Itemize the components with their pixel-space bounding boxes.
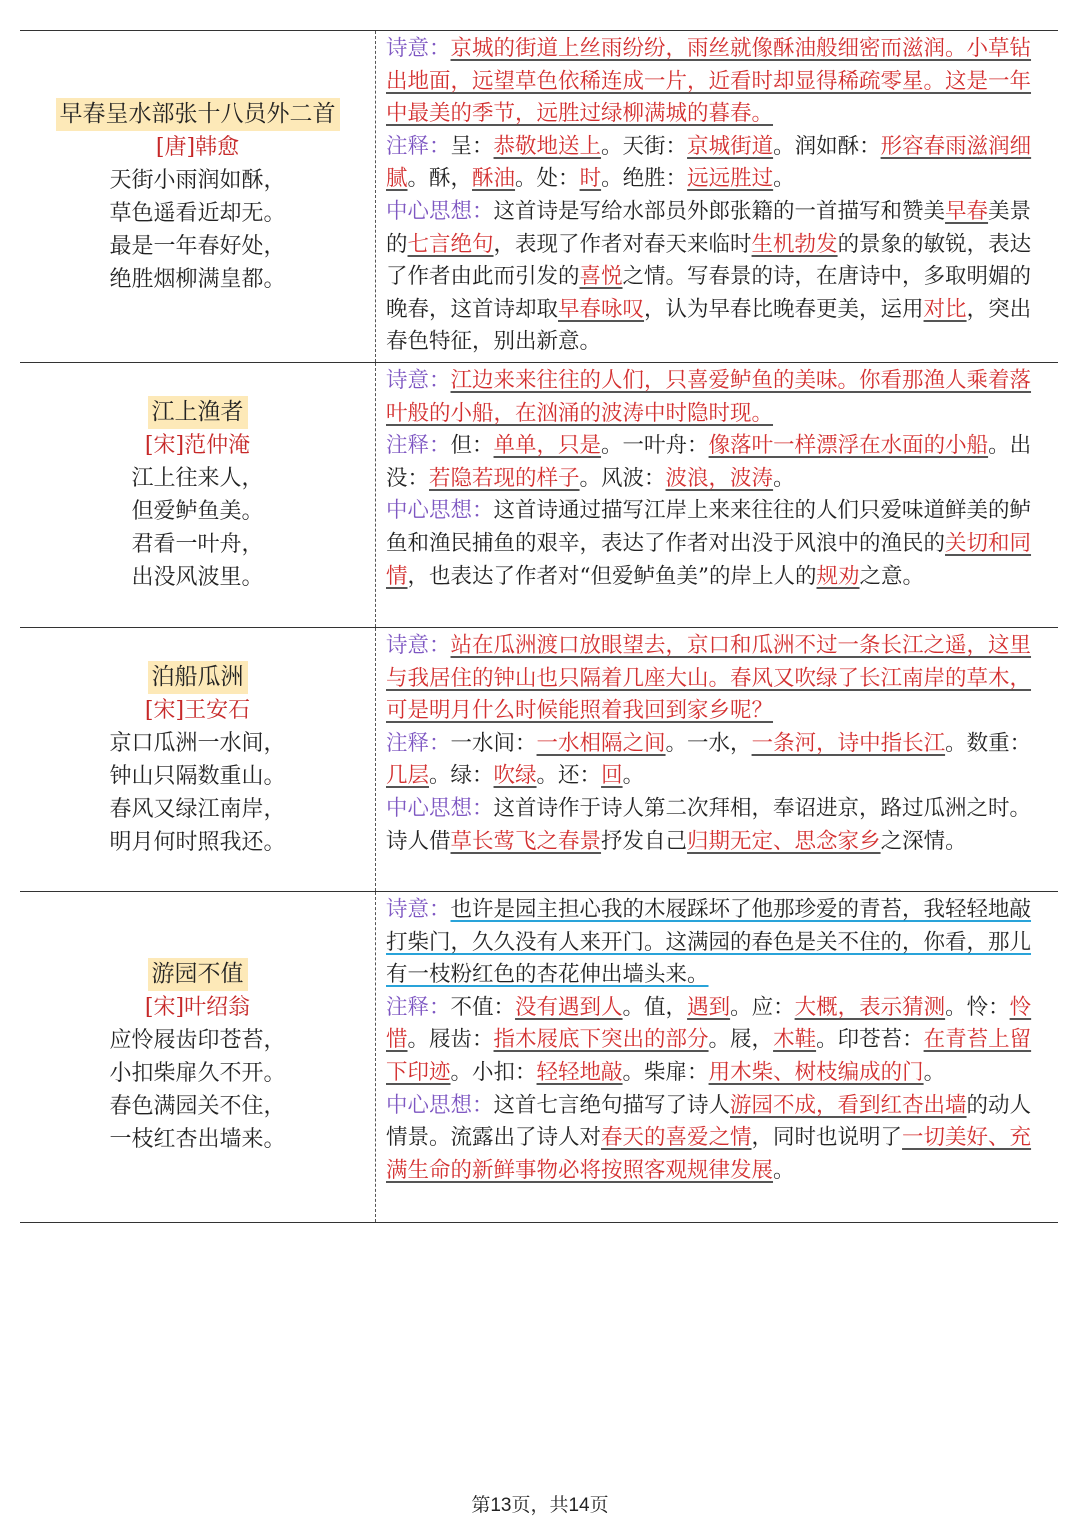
poem-original: [20, 628, 376, 891]
poem-line: 钟山只隔数重山。: [109, 763, 286, 789]
highlighted-term: 草长莺飞之春景: [450, 828, 602, 854]
plain-text: 。: [622, 763, 645, 789]
plain-text: 之深情。: [880, 828, 967, 854]
plain-text: ，也表达了作者对“但爱鲈鱼美”的岸上人的: [407, 563, 817, 589]
highlighted-term: 对比: [923, 296, 967, 322]
poem-notes: [376, 628, 1058, 891]
highlighted-term: 七言绝句: [407, 231, 494, 257]
poem-line: 天街小雨润如酥，: [109, 167, 286, 193]
plain-text: 。应：: [730, 994, 795, 1020]
poem-row: [20, 627, 1058, 891]
zhushi-text: [386, 995, 1031, 1085]
plain-text: 。天街：: [601, 133, 688, 159]
poem-line: 草色遥看近却无。: [109, 200, 286, 226]
poem-notes: [376, 31, 1058, 362]
plain-text: 。: [773, 166, 795, 192]
highlighted-term: 单单，只是: [493, 433, 602, 459]
shiyi-text: 也许是园主担心我的木屐踩坏了他那珍爱的青苔，我轻轻地敲打柴门，久久没有人来开门。这满园的春色是关不住的，你看，那儿有一枝粉红色的杏花伸出墙头来。: [386, 897, 1032, 988]
highlighted-term: 一条河，诗中指长江: [751, 730, 946, 756]
poem-line: 春色满园关不住，: [109, 1094, 286, 1119]
zhushi-label: 注释：: [386, 433, 451, 459]
plain-text: 。: [773, 1157, 795, 1183]
poem-title: 早春呈水部张十八员外二首: [56, 98, 340, 131]
zhongxin-paragraph: [386, 495, 1052, 593]
plain-text: 呈：: [450, 133, 494, 159]
plain-text: 。柴扉：: [622, 1059, 709, 1085]
zhongxin-paragraph: [386, 196, 1052, 359]
plain-text: 的景象的敏锐，表达了作者由此而引发的: [386, 231, 1032, 290]
zhongxin-label: 中心思想：: [386, 198, 494, 224]
highlighted-term: 早春: [945, 198, 989, 224]
poem-author: [宋]范仲淹: [144, 433, 251, 458]
poem-author: [唐]韩愈: [155, 134, 240, 160]
highlighted-term: 早春咏叹: [558, 296, 645, 322]
highlighted-term: 吹绿: [493, 763, 537, 789]
poem-line: 小扣柴扉久不开。: [109, 1061, 286, 1086]
zhushi-text: [386, 134, 1031, 192]
shiyi-paragraph: [386, 365, 1052, 430]
shiyi-label: 诗意：: [386, 36, 451, 61]
zhushi-text: [386, 433, 1031, 491]
zhongxin-label: 中心思想：: [386, 1092, 494, 1118]
plain-text: 这首诗作于诗人第二次拜相，奉诏进京，路过瓜洲之时。诗人借: [386, 795, 1032, 854]
highlighted-term: 在青苔上留下印迹: [386, 1027, 1032, 1085]
shiyi-paragraph: [386, 630, 1052, 728]
highlighted-term: 轻轻地敲: [536, 1059, 623, 1085]
highlighted-term: 恭敬地送上: [493, 133, 602, 159]
plain-text: 但：: [450, 433, 494, 459]
plain-text: 。绿：: [429, 763, 494, 789]
highlighted-term: 回: [601, 763, 623, 789]
highlighted-term: 怜惜: [386, 994, 1032, 1053]
page-number: 第13页，共14页: [471, 1495, 609, 1516]
poem-row: [20, 30, 1058, 362]
plain-text: 。绝胜：: [601, 166, 688, 192]
poem-line: 明月何时照我还。: [109, 829, 286, 855]
plain-text: 。屐，: [708, 1027, 774, 1053]
poem-notes: [376, 363, 1058, 627]
shiyi-text: 站在瓜洲渡口放眼望去，京口和瓜洲不过一条长江之遥，这里与我居住的钟山也只隔着几座大山。春风又吹绿了长江南岸的草木，可是明月什么时候能照着我回到家乡呢？: [386, 633, 1032, 724]
highlighted-term: 用木柴、树枝编成的门: [708, 1059, 924, 1085]
zhushi-text: [386, 731, 1031, 789]
plain-text: 。润如酥：: [773, 133, 881, 159]
plain-text: 。怜：: [945, 994, 1010, 1020]
plain-text: 。小扣：: [450, 1059, 537, 1085]
highlighted-term: 京城街道: [687, 133, 774, 159]
poem-row: [20, 362, 1058, 627]
zhushi-paragraph: [386, 992, 1052, 1090]
zhongxin-label: 中心思想：: [386, 498, 494, 524]
plain-text: 。印苍苔：: [816, 1027, 924, 1053]
highlighted-term: 像落叶一样漂浮在水面的小船: [708, 433, 989, 459]
highlighted-term: 木鞋: [773, 1027, 817, 1053]
poem-original: [20, 892, 376, 1222]
highlighted-term: 关切和同情: [386, 530, 1032, 589]
shiyi-label: 诗意：: [386, 368, 451, 393]
poem-title: 江上渔者: [148, 396, 248, 429]
poem-line: 但爱鲈鱼美。: [131, 499, 264, 524]
plain-text: 。数重：: [945, 730, 1032, 756]
highlighted-term: 遇到: [687, 994, 731, 1020]
highlighted-term: 远远胜过: [687, 166, 774, 192]
plain-text: 这首诗是写给水部员外郎张籍的一首描写和赞美: [493, 198, 946, 224]
poem-notes: [376, 892, 1058, 1222]
poem-original: [20, 31, 376, 362]
zhongxin-paragraph: [386, 793, 1052, 858]
zhushi-paragraph: [386, 131, 1052, 196]
poem-title: 泊船瓜洲: [148, 661, 248, 694]
poem-table: [20, 30, 1058, 1223]
plain-text: ，突出春色特征，别出新意。: [386, 296, 1032, 355]
zhushi-paragraph: [386, 430, 1052, 495]
poem-line: 春风又绿江南岸，: [109, 796, 286, 822]
plain-text: 的动人情景。流露出了诗人对: [386, 1092, 1032, 1151]
shiyi-label: 诗意：: [386, 633, 451, 658]
plain-text: 不值：: [450, 994, 516, 1020]
shiyi-paragraph: [386, 894, 1052, 992]
poem-author: [宋]王安石: [144, 697, 251, 723]
highlighted-term: 酥油: [472, 166, 516, 192]
shiyi-text: 江边来来往往的人们，只喜爱鲈鱼的美味。你看那渔人乘着落叶般的小船，在汹涌的波涛中时隐时现。: [386, 368, 1032, 426]
poem-row: [20, 891, 1058, 1223]
zhushi-label: 注释：: [386, 133, 451, 159]
shiyi-paragraph: [386, 33, 1052, 131]
plain-text: 一水间：: [450, 730, 537, 756]
plain-text: 抒发自己: [601, 828, 688, 854]
highlighted-term: 形容春雨滋润细腻: [386, 133, 1032, 192]
plain-text: 。风波：: [579, 465, 666, 491]
plain-text: 。一叶舟：: [601, 433, 709, 459]
highlighted-term: 规劝: [816, 563, 860, 589]
zhushi-label: 注释：: [386, 730, 451, 756]
plain-text: 美景的: [386, 198, 1032, 257]
plain-text: ，表现了作者对春天来临时: [493, 231, 752, 257]
plain-text: 。: [923, 1059, 946, 1085]
plain-text: 。值，: [622, 994, 688, 1020]
poem-original: [20, 363, 376, 627]
zhongxin-label: 中心思想：: [386, 795, 494, 821]
plain-text: 之情。写春景的诗，在唐诗中，多取明媚的晚春，这首诗却取: [386, 264, 1032, 322]
poem-line: 一枝红杏出墙来。: [109, 1127, 286, 1152]
poem-author: [宋]叶绍翁: [144, 995, 251, 1020]
zhushi-paragraph: [386, 728, 1052, 793]
poem-line: 君看一叶舟，: [131, 532, 264, 557]
poem-title: 游园不值: [148, 958, 248, 991]
shiyi-text: 京城的街道上丝雨纷纷，雨丝就像酥油般细密而滋润。小草钻出地面，远望草色依稀连成一片，近看时却显得稀疏零星。这是一年中最美的季节，远胜过绿柳满城的暮春。: [386, 36, 1032, 127]
highlighted-term: 一水相隔之间: [536, 730, 666, 756]
plain-text: 。屐齿：: [407, 1027, 494, 1053]
plain-text: 。酥，: [407, 166, 473, 192]
poem-line: 绝胜烟柳满皇都。: [109, 266, 286, 292]
highlighted-term: 归期无定、思念家乡: [687, 828, 881, 854]
highlighted-term: 几层: [386, 763, 430, 789]
highlighted-term: 喜悦: [579, 264, 623, 290]
plain-text: ，同时也说明了: [751, 1125, 903, 1151]
poem-line: 江上往来人，: [131, 466, 264, 491]
poem-line: 应怜屐齿印苍苔，: [109, 1028, 286, 1053]
highlighted-term: 指木屐底下突出的部分: [493, 1027, 709, 1053]
plain-text: 这首诗通过描写江岸上来来往往的人们只爱味道鲜美的鲈鱼和渔民捕鱼的艰辛，表达了作者对出没于风浪中的渔民的: [386, 498, 1032, 556]
highlighted-term: 波浪，波涛: [665, 465, 774, 491]
shiyi-label: 诗意：: [386, 897, 451, 922]
highlighted-term: 若隐若现的样子: [429, 465, 580, 491]
highlighted-term: 游园不成，看到红杏出墙: [730, 1092, 967, 1118]
highlighted-term: 春天的喜爱之情: [601, 1125, 752, 1151]
plain-text: 。还：: [536, 763, 602, 789]
plain-text: 。: [773, 465, 795, 491]
zhongxin-paragraph: [386, 1090, 1052, 1188]
poem-line: 出没风波里。: [131, 565, 264, 590]
plain-text: 这首七言绝句描写了诗人: [493, 1092, 731, 1118]
highlighted-term: 生机勃发: [751, 231, 838, 257]
highlighted-term: 一切美好、充满生命的新鲜事物必将按照客观规律发展: [386, 1125, 1032, 1183]
poem-line: 最是一年春好处，: [109, 233, 286, 259]
plain-text: 。处：: [515, 166, 580, 192]
plain-text: 。一水，: [665, 730, 752, 756]
plain-text: 。出没：: [386, 433, 1032, 491]
poem-line: 京口瓜洲一水间，: [109, 730, 286, 756]
zhushi-label: 注释：: [386, 994, 451, 1020]
highlighted-term: 没有遇到人: [515, 994, 623, 1020]
highlighted-term: 时: [579, 166, 602, 192]
highlighted-term: 大概，表示猜测: [794, 994, 946, 1020]
plain-text: ，认为早春比晚春更美，运用: [644, 296, 924, 322]
plain-text: 之意。: [859, 563, 925, 589]
